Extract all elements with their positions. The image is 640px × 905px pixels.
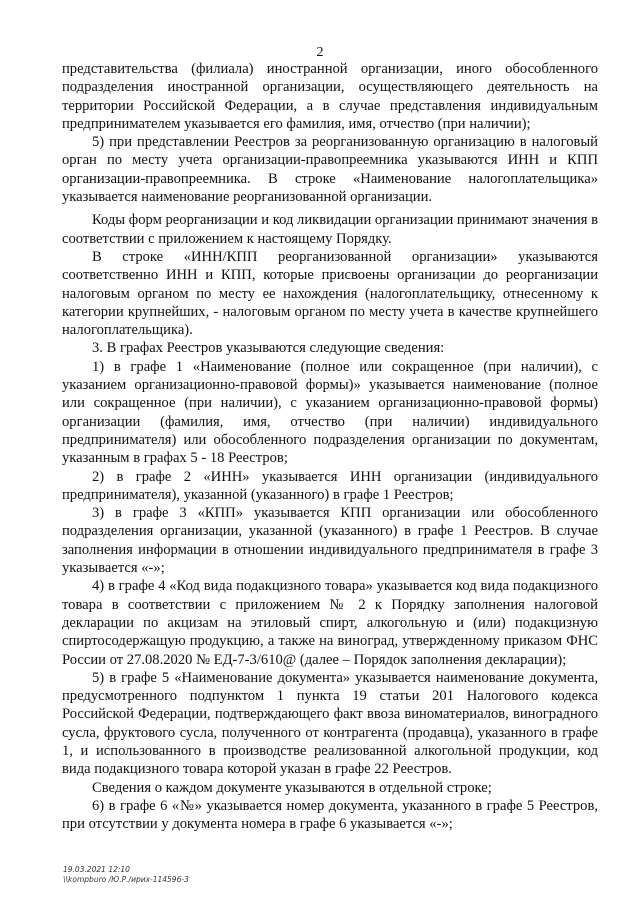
paragraph-inn-kpp-reorganized: В строке «ИНН/КПП реорганизованной организации» указываются соответственно ИНН и КПП, которые присвоены организации до реорганизации налоговым органом по месту ее нахождения (налогоплательщику, отнесенному к категории крупнейших, - налоговым органом по месту учета в качестве крупнейшего налогоплательщика). <box>62 248 598 339</box>
paragraph-continuation: представительства (филиала) иностранной организации, иного обособленного подразделения иностранной организации, осуществляющего деятельность на территории Российской Федерации, а в случае представления индивидуальным предпринимателем указывается его фамилия, имя, отчество (при наличии); <box>62 61 598 132</box>
document-body <box>62 60 598 833</box>
paragraph-item-5-reorganization: 5) при представлении Реестров за реорганизованную организацию в налоговый орган по месту учета организации-правопреемника указываются ИНН и КПП организации-правопреемника. В строке «Наименование налогоплательщика» указывается наименование реорганизованной организации. <box>62 134 598 206</box>
paragraph-column-3: 3) в графе 3 «КПП» указывается КПП организации или обособленного подразделения организации, указанной (указанного) в графе 1 Реестров. В случае заполнения информации в отношении индивидуального предпринимателя в графе 3 указывается «-»; <box>62 505 598 577</box>
paragraph-column-2: 2) в графе 2 «ИНН» указывается ИНН организации (индивидуального предпринимателя), указанной (указанного) в графе 1 Реестров; <box>62 468 598 503</box>
paragraph-column-6: 6) в графе 6 «№» указывается номер документа, указанного в графе 5 Реестров, при отсутствии у документа номера в графе 6 указывается «-»; <box>62 797 598 833</box>
page-number: 2 <box>316 45 324 60</box>
footer-timestamp: 19.03.2021 12:10 <box>63 865 130 874</box>
paragraph-separate-line-note: Сведения о каждом документе указываются в отдельной строке; <box>92 779 492 796</box>
paragraph-section-3-heading: 3. В графах Реестров указываются следующие сведения: <box>92 340 445 357</box>
footer-source-path: \\kompburo /Ю.Р./ирих-114596-3 <box>63 875 189 884</box>
paragraph-column-1: 1) в графе 1 «Наименование (полное или сокращенное (при наличии), с указанием организационно-правовой формы)» указывается наименование (полное или сокращенное (при наличии), с указанием организационно-правовой формы) организации (фамилия, имя, отчество (при наличии) индивидуального предпринимателя) или обособленного подразделения организации по документам, указанным в графах 5 - 18 Реестров; <box>62 358 598 467</box>
print-footer <box>63 865 189 885</box>
paragraph-reorganization-codes: Коды форм реорганизации и код ликвидации организации принимают значения в соответствии с приложением к настоящему Порядку. <box>62 212 598 247</box>
paragraph-column-4: 4) в графе 4 «Код вида подакцизного товара» указывается код вида подакцизного товара в соответствии с приложением № 2 к Порядку заполнения налоговой декларации по акцизам на этиловый спирт, алкогольную и (или) подакцизную спиртосодержащую продукцию, а также на виноград, утвержденному приказом ФНС России от 27.08.2020 № ЕД-7-3/610@ (далее – Порядок заполнения декларации); <box>62 578 598 668</box>
paragraph-column-5: 5) в графе 5 «Наименование документа» указывается наименование документа, предусмотренного подпунктом 1 пункта 19 статьи 201 Налогового кодекса Российской Федерации, подтверждающего факт ввоза виноматериалов, виноградного сусла, фруктового сусла, полученного от контрагента (продавца), указанного в графе 1, и использованного в производстве реализованной алкогольной продукции, код вида подакцизного товара которой указан в графе 22 Реестров. <box>62 669 598 778</box>
